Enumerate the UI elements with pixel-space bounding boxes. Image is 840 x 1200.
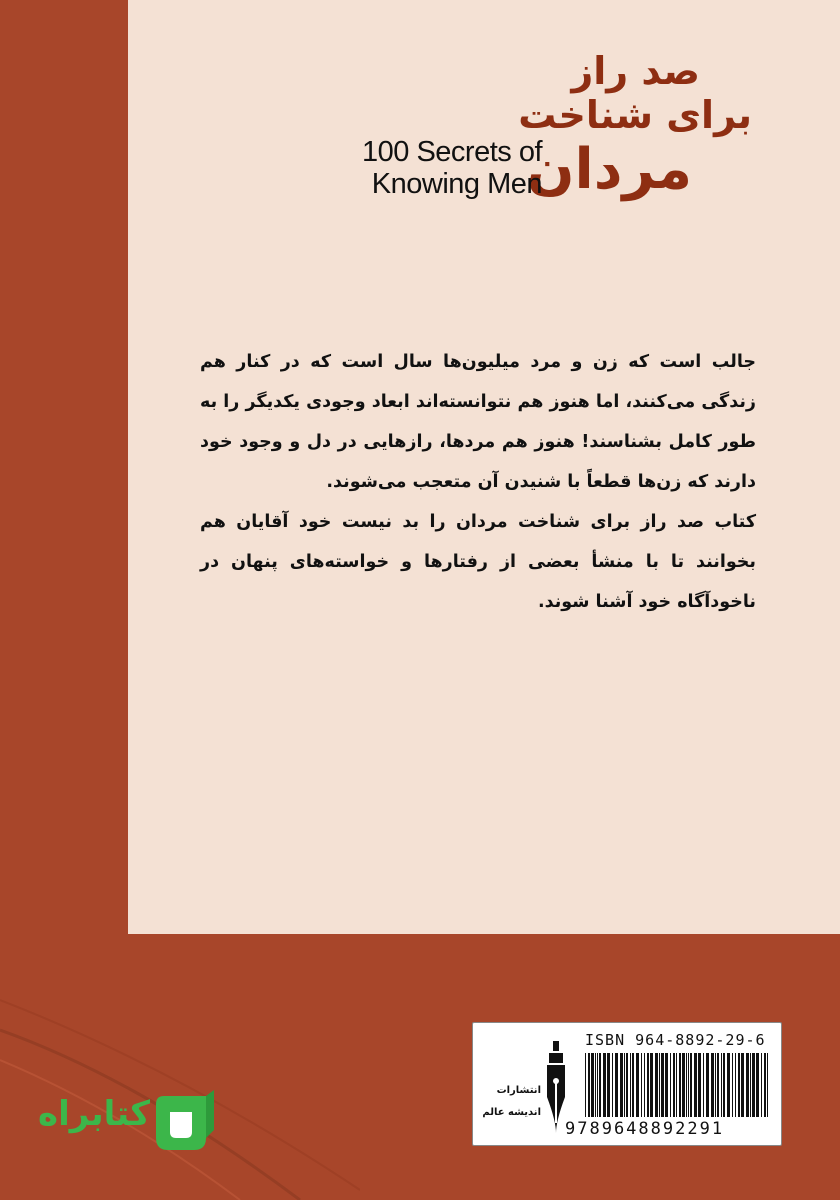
barcode-bar (764, 1053, 766, 1117)
barcode-bar (597, 1053, 598, 1117)
barcode-bar (615, 1053, 618, 1117)
title-fa-line1: صد راز (571, 49, 700, 93)
barcode-bar (690, 1053, 692, 1117)
publisher-name-line2: اندیشه عالم (482, 1107, 541, 1118)
logo-text: کتابراه (38, 1094, 151, 1134)
barcode-bar (698, 1053, 701, 1117)
barcode-bar (756, 1053, 759, 1117)
title-fa-line2: برای شناخت (518, 93, 752, 137)
barcode-bar (641, 1053, 642, 1117)
barcode-bar (715, 1053, 716, 1117)
barcode-bar (676, 1053, 677, 1117)
book-leaf-icon (148, 1090, 214, 1156)
barcode-bar (686, 1053, 687, 1117)
barcode-bar (636, 1053, 639, 1117)
barcode-bar (620, 1053, 623, 1117)
ketabrah-logo (38, 1090, 218, 1156)
barcode-bar (659, 1053, 660, 1117)
barcode-bar (591, 1053, 594, 1117)
barcode-bar (673, 1053, 675, 1117)
barcode-bar (682, 1053, 685, 1117)
blurb (200, 342, 756, 622)
barcode-box (472, 1022, 782, 1146)
barcode-bar (644, 1053, 645, 1117)
barcode-bar (630, 1053, 631, 1117)
blurb-paragraph-1: جالب است که زن و مرد میلیون‌ها سال است که در کنار هم زندگی می‌کنند، اما هنوز هم نتوانسته‌اند ابعاد وجودی یکدیگر را به طور کامل بشناسند! هنوز هم مردها، رازهایی در دل و وجود خود دارند که زن‌ها قطعاً با شنیدن آن متعجب می‌شوند. (200, 352, 756, 492)
title-en-line1: 100 Secrets of (362, 136, 542, 168)
barcode-bar (735, 1053, 736, 1117)
barcode-bar (595, 1053, 596, 1117)
title-en (322, 136, 542, 200)
barcode-bar (732, 1053, 733, 1117)
title-fa-line3: مردان (526, 137, 692, 202)
barcode-bar (723, 1053, 725, 1117)
barcode-bar (603, 1053, 606, 1117)
barcode-bar (655, 1053, 658, 1117)
barcode-bar (767, 1053, 768, 1117)
barcode-bar (670, 1053, 671, 1117)
publisher-name-line1: انتشارات (496, 1085, 541, 1096)
barcode-bar (750, 1053, 751, 1117)
barcode-bar (727, 1053, 730, 1117)
barcode-bar (706, 1053, 709, 1117)
barcode-bar (665, 1053, 668, 1117)
barcode-bar (761, 1053, 762, 1117)
ean-digits: 9789648892291 (565, 1119, 725, 1139)
barcode-bar (626, 1053, 628, 1117)
decorative-streaks (0, 960, 360, 1200)
barcode-bar (679, 1053, 681, 1117)
barcode-bar (650, 1053, 653, 1117)
barcode-bar (624, 1053, 625, 1117)
barcode-bar (632, 1053, 634, 1117)
barcode-bar (711, 1053, 714, 1117)
barcode-bar (661, 1053, 664, 1117)
barcode-bar (688, 1053, 689, 1117)
barcode-bar (752, 1053, 755, 1117)
barcode-bar (585, 1053, 586, 1117)
barcode-bar (607, 1053, 610, 1117)
barcode-bar (588, 1053, 590, 1117)
barcode-bar (721, 1053, 722, 1117)
barcode-bar (612, 1053, 613, 1117)
barcode-bar (717, 1053, 719, 1117)
barcode-bar (647, 1053, 649, 1117)
barcode-bar (738, 1053, 740, 1117)
barcode-bars (585, 1053, 769, 1117)
isbn-label: ISBN 964-8892-29-6 (585, 1031, 766, 1049)
blurb-paragraph-2: کتاب صد راز برای شناخت مردان را بد نیست خود آقایان هم بخوانند تا با منشأ بعضی از رفتارها و خواسته‌های پنهان در ناخودآگاه خود آشنا شوند. (200, 512, 756, 612)
barcode-bar (599, 1053, 601, 1117)
barcode-bar (741, 1053, 744, 1117)
barcode-bar (703, 1053, 704, 1117)
publisher-logo (483, 1041, 569, 1141)
title-en-line2: Knowing Men (371, 168, 542, 200)
barcode-bar (746, 1053, 749, 1117)
barcode-bar (694, 1053, 697, 1117)
